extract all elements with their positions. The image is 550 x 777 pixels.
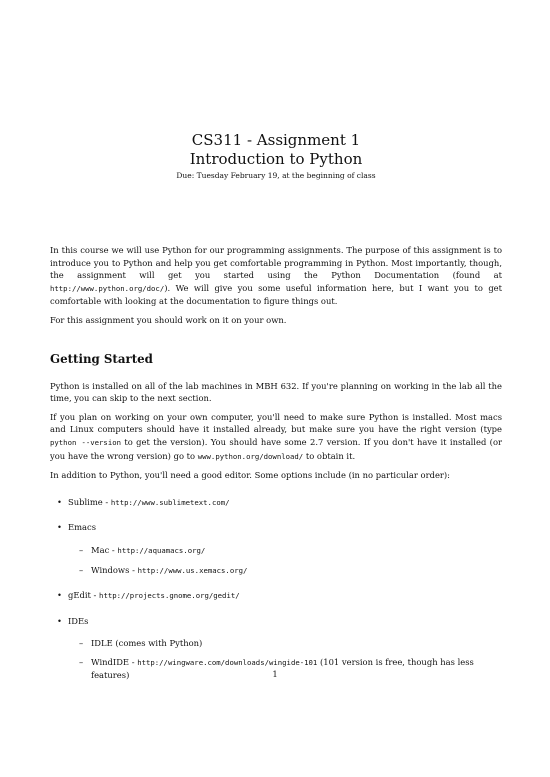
list-item-sublime: • Sublime - http://www.sublimetext.com/ (68, 496, 502, 510)
due-date: Due: Tuesday February 19, at the beginning of class (176, 171, 376, 180)
python-doc-url: http://www.python.org/doc/ (50, 283, 165, 293)
list-item-emacs-windows: – Windows - http://www.us.xemacs.org/ (91, 564, 502, 578)
intro-paragraph: In this course we will use Python for our programming assignments. The purpose of this assignment is to introduce you to Python and help you get comfortable programming in Python. Most importantly, though, the assignment will get you started using the Python Documentation (found at http://www.python.org/doc/). We will give you some useful information here, but I want you to get comfortable with looking at the documentation to figure things out. (50, 245, 502, 307)
page-content (50, 131, 502, 694)
lab-paragraph: Python is installed on all of the lab machines in MBH 632. If you're planning on working in the lab all the time, you can skip to the next section. (50, 380, 502, 404)
download-url: www.python.org/download/ (197, 451, 304, 461)
list-item-wingide: – WindIDE - http://wingware.com/downloads/wingide-101 (101 version is free, though has less features) (91, 656, 502, 682)
version-command: python --version (50, 437, 122, 447)
list-item-gedit: • gEdit - http://projects.gnome.org/gedit/ (68, 589, 502, 603)
xemacs-url: http://www.us.xemacs.org/ (137, 565, 248, 575)
work-alone-paragraph: For this assignment you should work on it on your own. (50, 314, 287, 325)
list-item-idle: – IDLE (comes with Python) (91, 637, 502, 650)
wingide-url: http://wingware.com/downloads/wingide-101 (137, 657, 318, 667)
list-item-emacs-mac: – Mac - http://aquamacs.org/ (91, 544, 502, 558)
sublime-url: http://www.sublimetext.com/ (110, 497, 230, 507)
title-line-2: Introduction to Python (189, 150, 363, 168)
title-line-1: CS311 - Assignment 1 (191, 131, 361, 149)
gedit-url: http://projects.gnome.org/gedit/ (99, 591, 240, 601)
editor-list (50, 496, 502, 682)
list-item-ides: • IDEs – IDLE (comes with Python) – WindIDE - http://wingware.com/downloads/wingide-101 (101 version is free, though has less features) (68, 615, 502, 682)
install-paragraph: If you plan on working on your own computer, you'll need to make sure Python is installed. Most macs and Linux computers should have it installed already, but make sure you have the right version (type python --version to get the version). You should have some 2.7 version. If you don't have it installed (or you have the wrong version) go to www.python.org/download/ to obtain it. (50, 411, 502, 461)
page-number: 1 (272, 669, 278, 679)
emacs-sublist (68, 544, 502, 577)
aquamacs-url: http://aquamacs.org/ (117, 545, 206, 555)
list-item-emacs: • Emacs – Mac - http://aquamacs.org/ – Windows - http://www.us.xemacs.org/ (68, 521, 502, 577)
section-heading-getting-started: Getting Started (50, 351, 153, 366)
editor-paragraph: In addition to Python, you'll need a good editor. Some options include (in no particular order): (50, 470, 450, 481)
